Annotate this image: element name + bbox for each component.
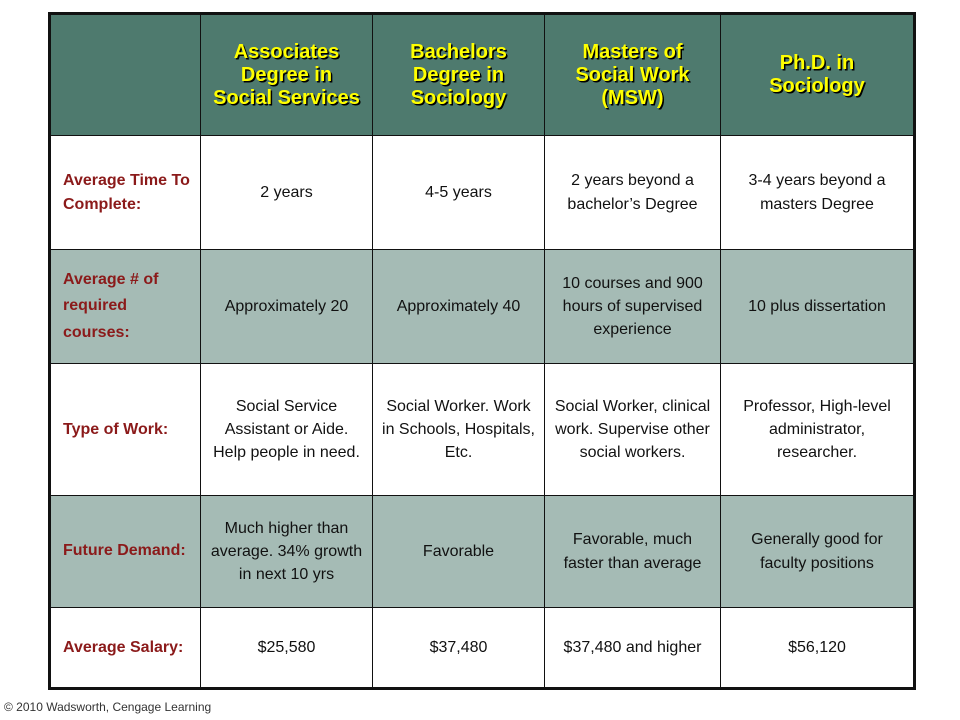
table-cell: Generally good for faculty positions bbox=[721, 496, 915, 608]
header-phd: Ph.D. in Sociology bbox=[721, 14, 915, 136]
table-cell: Social Worker, clinical work. Supervise other social workers. bbox=[545, 364, 721, 496]
header-row bbox=[50, 14, 915, 136]
table-cell: $37,480 bbox=[373, 608, 545, 689]
table-cell: 10 courses and 900 hours of supervised experience bbox=[545, 250, 721, 364]
table-cell: Professor, High-level administrator, researcher. bbox=[721, 364, 915, 496]
table-cell: Approximately 20 bbox=[201, 250, 373, 364]
table-cell: Social Worker. Work in Schools, Hospitals, Etc. bbox=[373, 364, 545, 496]
table-cell: 10 plus dissertation bbox=[721, 250, 915, 364]
table-cell: $56,120 bbox=[721, 608, 915, 689]
table-row-future-demand bbox=[50, 496, 915, 608]
table-cell: Favorable, much faster than average bbox=[545, 496, 721, 608]
table-cell: $37,480 and higher bbox=[545, 608, 721, 689]
table-cell: $25,580 bbox=[201, 608, 373, 689]
copyright-footer: © 2010 Wadsworth, Cengage Learning bbox=[4, 700, 212, 714]
degree-comparison-table-wrapper bbox=[48, 12, 913, 687]
table-row-required-courses bbox=[50, 250, 915, 364]
table-cell: Social Service Assistant or Aide. Help people in need. bbox=[201, 364, 373, 496]
table-row-type-of-work bbox=[50, 364, 915, 496]
table-cell: 2 years bbox=[201, 136, 373, 250]
table-cell: Favorable bbox=[373, 496, 545, 608]
degree-comparison-table bbox=[48, 12, 916, 690]
row-label: Average Time To Complete: bbox=[50, 136, 201, 250]
corner-header-cell bbox=[50, 14, 201, 136]
header-bachelors: Bachelors Degree in Sociology bbox=[373, 14, 545, 136]
header-masters: Masters of Social Work (MSW) bbox=[545, 14, 721, 136]
table-cell: Approximately 40 bbox=[373, 250, 545, 364]
row-label: Type of Work: bbox=[50, 364, 201, 496]
table-cell: 4-5 years bbox=[373, 136, 545, 250]
table-row-time-to-complete bbox=[50, 136, 915, 250]
row-label: Average # of required courses: bbox=[50, 250, 201, 364]
table-cell: 3-4 years beyond a masters Degree bbox=[721, 136, 915, 250]
table-cell: 2 years beyond a bachelor’s Degree bbox=[545, 136, 721, 250]
row-label: Average Salary: bbox=[50, 608, 201, 689]
table-row-average-salary bbox=[50, 608, 915, 689]
table-cell: Much higher than average. 34% growth in next 10 yrs bbox=[201, 496, 373, 608]
row-label: Future Demand: bbox=[50, 496, 201, 608]
header-associates: Associates Degree in Social Services bbox=[201, 14, 373, 136]
